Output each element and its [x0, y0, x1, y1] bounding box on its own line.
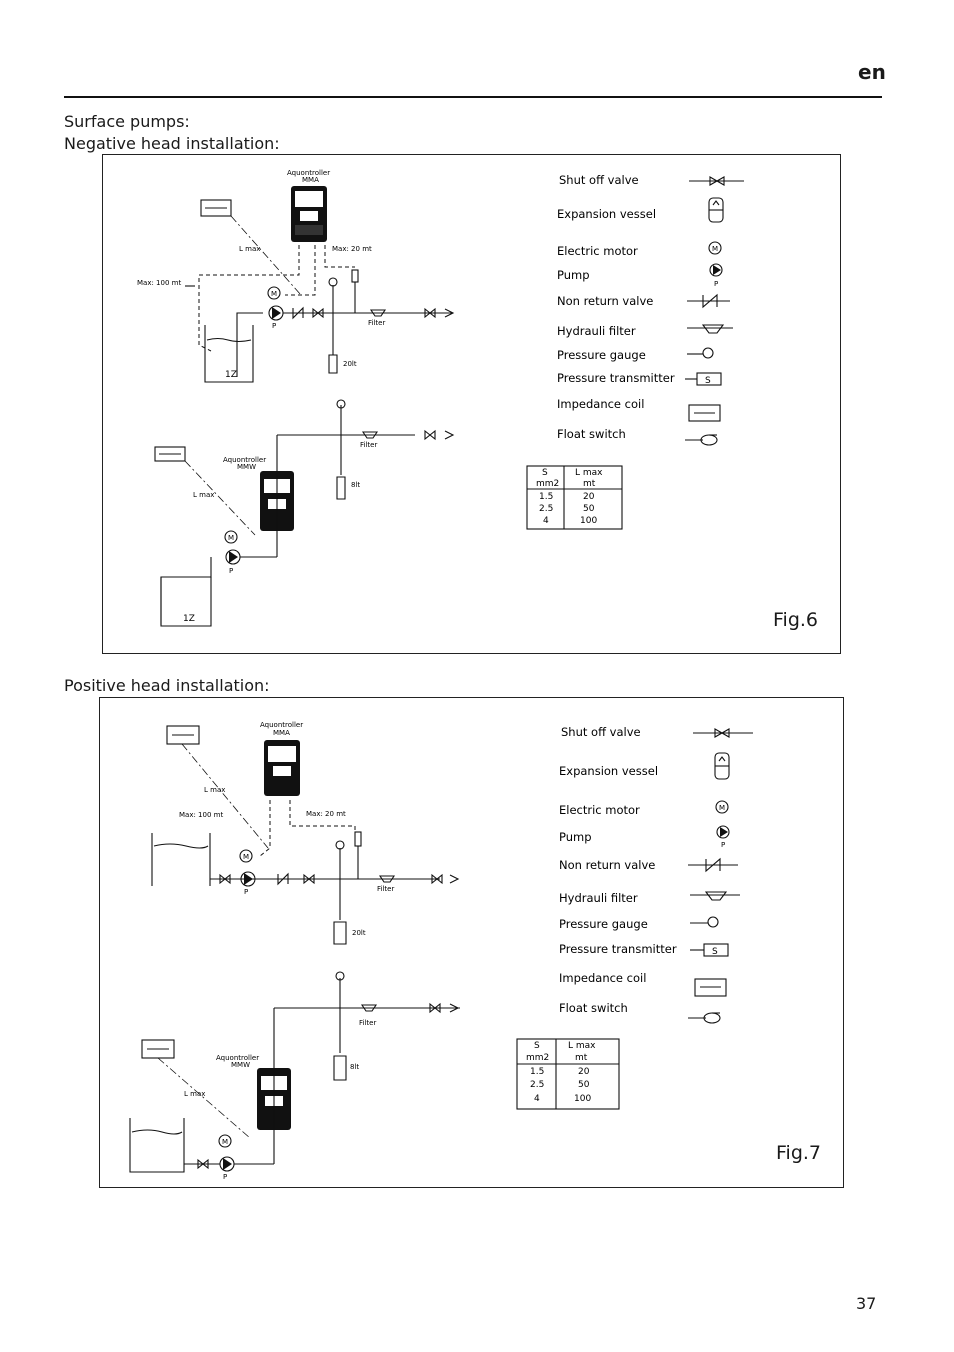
svg-text:MMA: MMA — [302, 176, 319, 184]
svg-text:L max: L max — [239, 245, 261, 253]
pressure-gauge-icon — [690, 917, 718, 927]
svg-text:MMW: MMW — [237, 463, 257, 471]
expansion-vessel-icon — [715, 753, 729, 779]
svg-text:Max: 100 mt: Max: 100 mt — [137, 279, 182, 287]
svg-text:mm2: mm2 — [536, 479, 560, 489]
svg-text:L max: L max — [193, 491, 215, 499]
svg-text:MMW: MMW — [231, 1061, 251, 1069]
svg-text:Aquontroller: Aquontroller — [287, 169, 331, 177]
heading-surface-pumps: Surface pumps: — [64, 112, 190, 131]
float-switch-icon — [688, 1013, 720, 1023]
svg-text:100: 100 — [580, 516, 598, 526]
svg-text:20: 20 — [578, 1067, 590, 1077]
svg-text:M: M — [222, 1138, 229, 1146]
legend-label-shut-off-valve: Shut off valve — [561, 725, 641, 739]
svg-text:1.5: 1.5 — [530, 1067, 545, 1077]
legend-label-impedance-coil: Impedance coil — [557, 397, 645, 411]
svg-text:S: S — [542, 468, 548, 478]
pressure-transmitter-icon — [690, 944, 728, 957]
svg-text:8lt: 8lt — [351, 481, 361, 489]
svg-text:Max: 20 mt: Max: 20 mt — [306, 810, 346, 818]
legend-label-hydrauli-filter: Hydrauli filter — [557, 324, 636, 338]
impedance-coil-icon — [689, 405, 720, 421]
svg-text:S: S — [712, 947, 718, 957]
svg-text:50: 50 — [578, 1080, 590, 1090]
svg-text:20lt: 20lt — [352, 929, 366, 937]
svg-text:L max: L max — [204, 786, 226, 794]
svg-text:Filter: Filter — [377, 885, 395, 893]
svg-text:M: M — [243, 853, 250, 861]
legend-label-float-switch: Float switch — [557, 427, 626, 441]
svg-text:Filter: Filter — [359, 1019, 377, 1027]
diagram-mmw-positive — [130, 972, 460, 1181]
legend-label-expansion-vessel: Expansion vessel — [557, 207, 657, 221]
svg-text:P: P — [244, 888, 249, 896]
legend — [559, 725, 753, 1023]
svg-text:S: S — [534, 1041, 540, 1051]
legend-label-pump: Pump — [559, 830, 592, 844]
svg-text:8lt: 8lt — [350, 1063, 360, 1071]
figure-6 — [102, 154, 841, 654]
svg-text:4: 4 — [543, 516, 549, 526]
svg-text:Filter: Filter — [360, 441, 378, 449]
aquontroller-mma-unit — [291, 186, 327, 242]
svg-text:MMA: MMA — [273, 729, 290, 737]
svg-text:P: P — [272, 322, 277, 330]
figure-6-diagram — [103, 155, 842, 655]
diagram-mmw-negative — [155, 400, 453, 626]
header-rule — [64, 96, 882, 98]
legend-label-non-return-valve: Non return valve — [557, 294, 654, 308]
svg-text:1Z: 1Z — [225, 370, 237, 380]
svg-text:P: P — [714, 280, 719, 288]
svg-text:M: M — [719, 804, 726, 812]
legend-label-impedance-coil: Impedance coil — [559, 971, 647, 985]
figure-7-diagram — [100, 698, 845, 1189]
svg-text:50: 50 — [583, 504, 595, 514]
svg-text:Aquontroller: Aquontroller — [223, 456, 267, 464]
svg-text:M: M — [271, 290, 278, 298]
svg-text:1.5: 1.5 — [539, 492, 554, 502]
page-number: 37 — [856, 1294, 877, 1313]
svg-text:mm2: mm2 — [526, 1053, 550, 1063]
diagram-mma-negative — [137, 169, 453, 382]
legend-label-pressure-gauge: Pressure gauge — [559, 917, 648, 931]
figure-7 — [99, 697, 844, 1188]
diagram-mma-positive — [152, 721, 458, 944]
heading-negative-head: Negative head installation: — [64, 134, 280, 153]
shut-off-valve-icon — [689, 177, 744, 185]
language-tag: en — [858, 60, 886, 84]
non-return-valve-icon — [688, 859, 738, 871]
aquontroller-mma-unit — [264, 740, 300, 796]
legend-label-electric-motor: Electric motor — [559, 803, 640, 817]
svg-text:S: S — [705, 376, 711, 386]
svg-text:4: 4 — [534, 1094, 540, 1104]
svg-text:Max: 100 mt: Max: 100 mt — [179, 811, 224, 819]
legend-label-shut-off-valve: Shut off valve — [559, 173, 639, 187]
legend-label-hydrauli-filter: Hydrauli filter — [559, 891, 638, 905]
pressure-transmitter-icon — [685, 373, 721, 386]
shut-off-valve-icon — [693, 729, 753, 737]
svg-text:mt: mt — [583, 479, 596, 489]
svg-text:P: P — [229, 567, 234, 575]
electric-motor-icon — [716, 801, 728, 813]
svg-text:M: M — [712, 245, 719, 253]
pressure-gauge-icon — [687, 348, 713, 358]
legend-label-float-switch: Float switch — [559, 1001, 628, 1015]
float-switch-icon — [685, 435, 717, 445]
svg-text:20: 20 — [583, 492, 595, 502]
legend-label-pressure-gauge: Pressure gauge — [557, 348, 646, 362]
expansion-vessel-icon — [709, 198, 723, 222]
legend-label-pump: Pump — [557, 268, 590, 282]
hydraulic-filter-icon — [687, 325, 733, 333]
svg-text:Max: 20 mt: Max: 20 mt — [332, 245, 372, 253]
cable-table — [527, 466, 622, 529]
svg-text:Aquontroller: Aquontroller — [260, 721, 304, 729]
legend-label-pressure-transmitter: Pressure transmitter — [557, 371, 675, 385]
legend-label-pressure-transmitter: Pressure transmitter — [559, 942, 677, 956]
svg-text:P: P — [223, 1173, 228, 1181]
figure-7-label: Fig.7 — [776, 1142, 822, 1164]
svg-text:L max: L max — [568, 1041, 596, 1051]
svg-text:1Z: 1Z — [183, 614, 195, 624]
svg-text:2.5: 2.5 — [530, 1080, 545, 1090]
cable-table — [517, 1039, 619, 1109]
legend — [557, 173, 744, 445]
pump-icon — [710, 264, 722, 288]
svg-text:2.5: 2.5 — [539, 504, 554, 514]
svg-text:M: M — [228, 534, 235, 542]
pump-icon — [717, 826, 729, 849]
hydraulic-filter-icon — [690, 892, 740, 900]
svg-text:Filter: Filter — [368, 319, 386, 327]
non-return-valve-icon — [687, 295, 730, 307]
heading-positive-head: Positive head installation: — [64, 676, 270, 695]
svg-text:L max: L max — [575, 468, 603, 478]
svg-text:L max: L max — [184, 1090, 206, 1098]
svg-text:Aquontroller: Aquontroller — [216, 1054, 260, 1062]
svg-text:100: 100 — [574, 1094, 592, 1104]
legend-label-non-return-valve: Non return valve — [559, 858, 656, 872]
figure-6-label: Fig.6 — [773, 609, 819, 631]
impedance-coil-icon — [695, 979, 726, 996]
legend-label-expansion-vessel: Expansion vessel — [559, 764, 659, 778]
svg-text:20lt: 20lt — [343, 360, 357, 368]
svg-text:mt: mt — [575, 1053, 588, 1063]
legend-label-electric-motor: Electric motor — [557, 244, 638, 258]
electric-motor-icon — [709, 242, 721, 254]
svg-text:P: P — [721, 841, 726, 849]
